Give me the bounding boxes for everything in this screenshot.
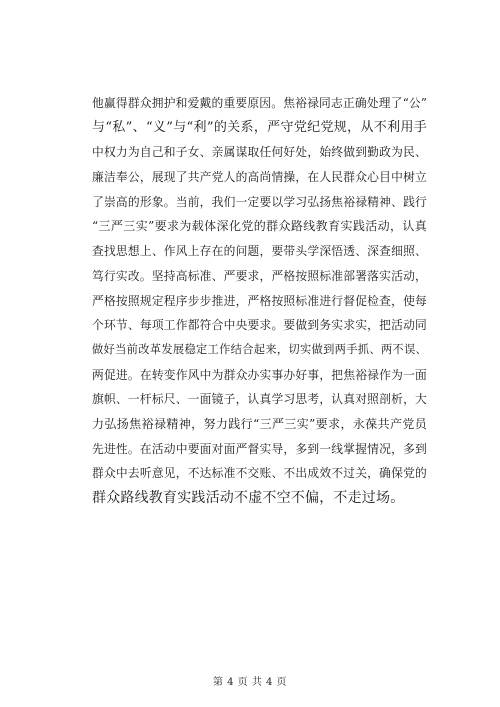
text-line: 旗帜、一杆标尺、一面镜子，认真学习思考，认真对照剖析，大 [92,392,427,407]
text-line: 笃行实改。坚持高标准、严要求，严格按照标准部署落实活动， [92,268,427,283]
text-line: 与“私”、“义”与“利”的关系，严守党纪党规，从不利用手 [92,119,427,135]
text-line: 做好当前改革发展稳定工作结合起来，切实做到两手抓、两不误、 [92,342,427,356]
text-line: 个环节、每项工作都符合中央要求。要做到务实求实，把活动同 [92,318,427,333]
text-line: “三严三实”要求为载体深化党的群众路线教育实践活动，认真 [92,219,427,234]
text-line: 力弘扬焦裕禄精神，努力践行“三严三实”要求，永葆共产党员 [92,416,427,431]
text-line: 两促进。在转变作风中为群众办实事办好事，把焦裕禄作为一面 [92,367,427,382]
text-line: 查找思想上、作风上存在的问题，要带头学深悟透、深查细照、 [92,244,427,259]
text-line: 了崇高的形象。当前，我们一定要以学习弘扬焦裕禄精神、践行 [92,194,427,209]
text-line: 中权力为自己和子女、亲属谋取任何好处，始终做到勤政为民、 [92,145,427,160]
text-line: 廉洁奉公，展现了共产党人的高尚情操，在人民群众心目中树立 [92,170,427,185]
text-line: 群众路线教育实践活动不虚不空不偏，不走过场。 [92,490,405,506]
text-line: 先进性。在活动中要面对面严督实导，多到一线掌握情况，多到 [92,441,427,456]
text-line: 他赢得群众拥护和爱戴的重要原因。焦裕禄同志正确处理了“公” [92,96,428,110]
page-footer: 第 4 页 共 4 页 [212,677,288,688]
text-line: 群众中去听意见，不达标准不交账、不出成效不过关，确保党的 [92,466,427,481]
body-paragraph [92,91,427,511]
text-line: 严格按照规定程序步步推进，严格按照标准进行督促检查，使每 [92,293,427,308]
